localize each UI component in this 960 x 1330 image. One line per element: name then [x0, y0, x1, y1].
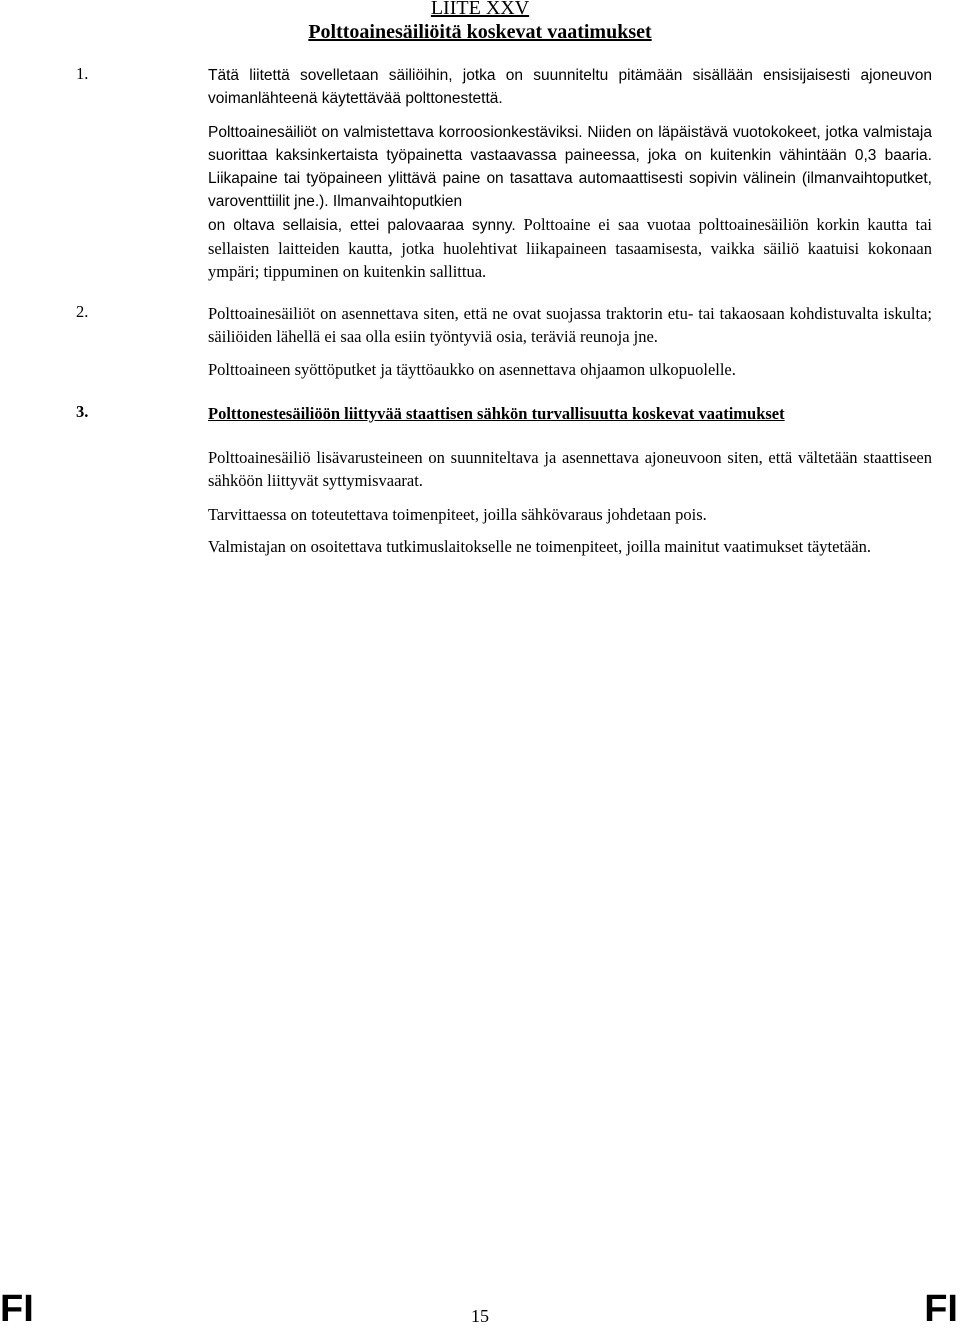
section-3-paragraph-2: Tarvittaessa on toteutettava toimenpiteet, joilla sähkövaraus johdetaan pois. — [208, 505, 707, 524]
section-3-paragraph-3: Valmistajan on osoitettava tutkimuslaitokselle ne toimenpiteet, joilla mainitut vaatimukset täytetään. — [208, 537, 872, 556]
footer-language-left: FI — [0, 1288, 34, 1330]
section-1-paragraph-2: Polttoainesäiliöt on valmistettava korroosionkestäviksi. Niiden on läpäistävä vuotokokeet, jotka valmistaja suorittaa kaksinkertaista työpainetta vastaavassa paineessa, joka on kuitenkin vähintään 0,3 baaria. Liikapaine tai työpaineen ylittävä paine on tasattava automaattisesti sopivin välinein (ilmanvaihtoputket, varoventtiilit jne.). Ilmanvaihtoputkien — [208, 124, 932, 210]
section-3-paragraph-1: Polttoainesäiliö lisävarusteineen on suunniteltava ja asennettava ajoneuvoon siten, että vältetään staattiseen sähköön liittyvät syttymisvaarat. — [208, 448, 932, 490]
footer-language-right: FI — [924, 1288, 958, 1330]
page-number: 15 — [471, 1306, 489, 1326]
document-title: Polttoainesäiliöitä koskevat vaatimukset — [308, 21, 652, 43]
section-number-3: 3. — [76, 402, 89, 421]
section-2-paragraph-1: Polttoainesäiliöt on asennettava siten, että ne ovat suojassa traktorin etu- tai takaosaan kohdistuvalta iskulta; säiliöiden lähellä ei saa olla esiin työntyviä osia, teräviä reunoja jne. — [208, 304, 932, 346]
document-header — [0, 0, 960, 44]
section-1-paragraph-3: Polttoaine ei saa vuotaa polttoainesäiliön korkin kautta tai sellaisten laitteiden kautta, jotka huolehtivat liikapaineen tasaamisesta, vaikka säiliö kaatuisi kokonaan ympäri; tippuminen on kuitenkin sallittua. — [208, 215, 933, 281]
section-number-1: 1. — [76, 64, 89, 83]
section-number-2: 2. — [76, 302, 89, 321]
section-1-paragraph-2-tail: on oltava sellaisia, ettei palovaaraa synny. — [208, 217, 516, 234]
section-2-paragraph-2: Polttoaineen syöttöputket ja täyttöaukko on asennettava ohjaamon ulkopuolelle. — [208, 360, 736, 379]
section-3-heading: Polttonestesäiliöön liittyvää staattisen sähkön turvallisuutta koskevat vaatimukset — [208, 404, 785, 423]
section-1-paragraph-2-cont — [208, 213, 932, 283]
section-1-paragraph-1: Tätä liitettä sovelletaan säiliöihin, jotka on suunniteltu pitämään sisällään ensisijaisesti ajoneuvon voimanlähteenä käytettävää polttonestettä. — [208, 67, 932, 107]
annex-label: LIITE XXV — [430, 0, 530, 19]
